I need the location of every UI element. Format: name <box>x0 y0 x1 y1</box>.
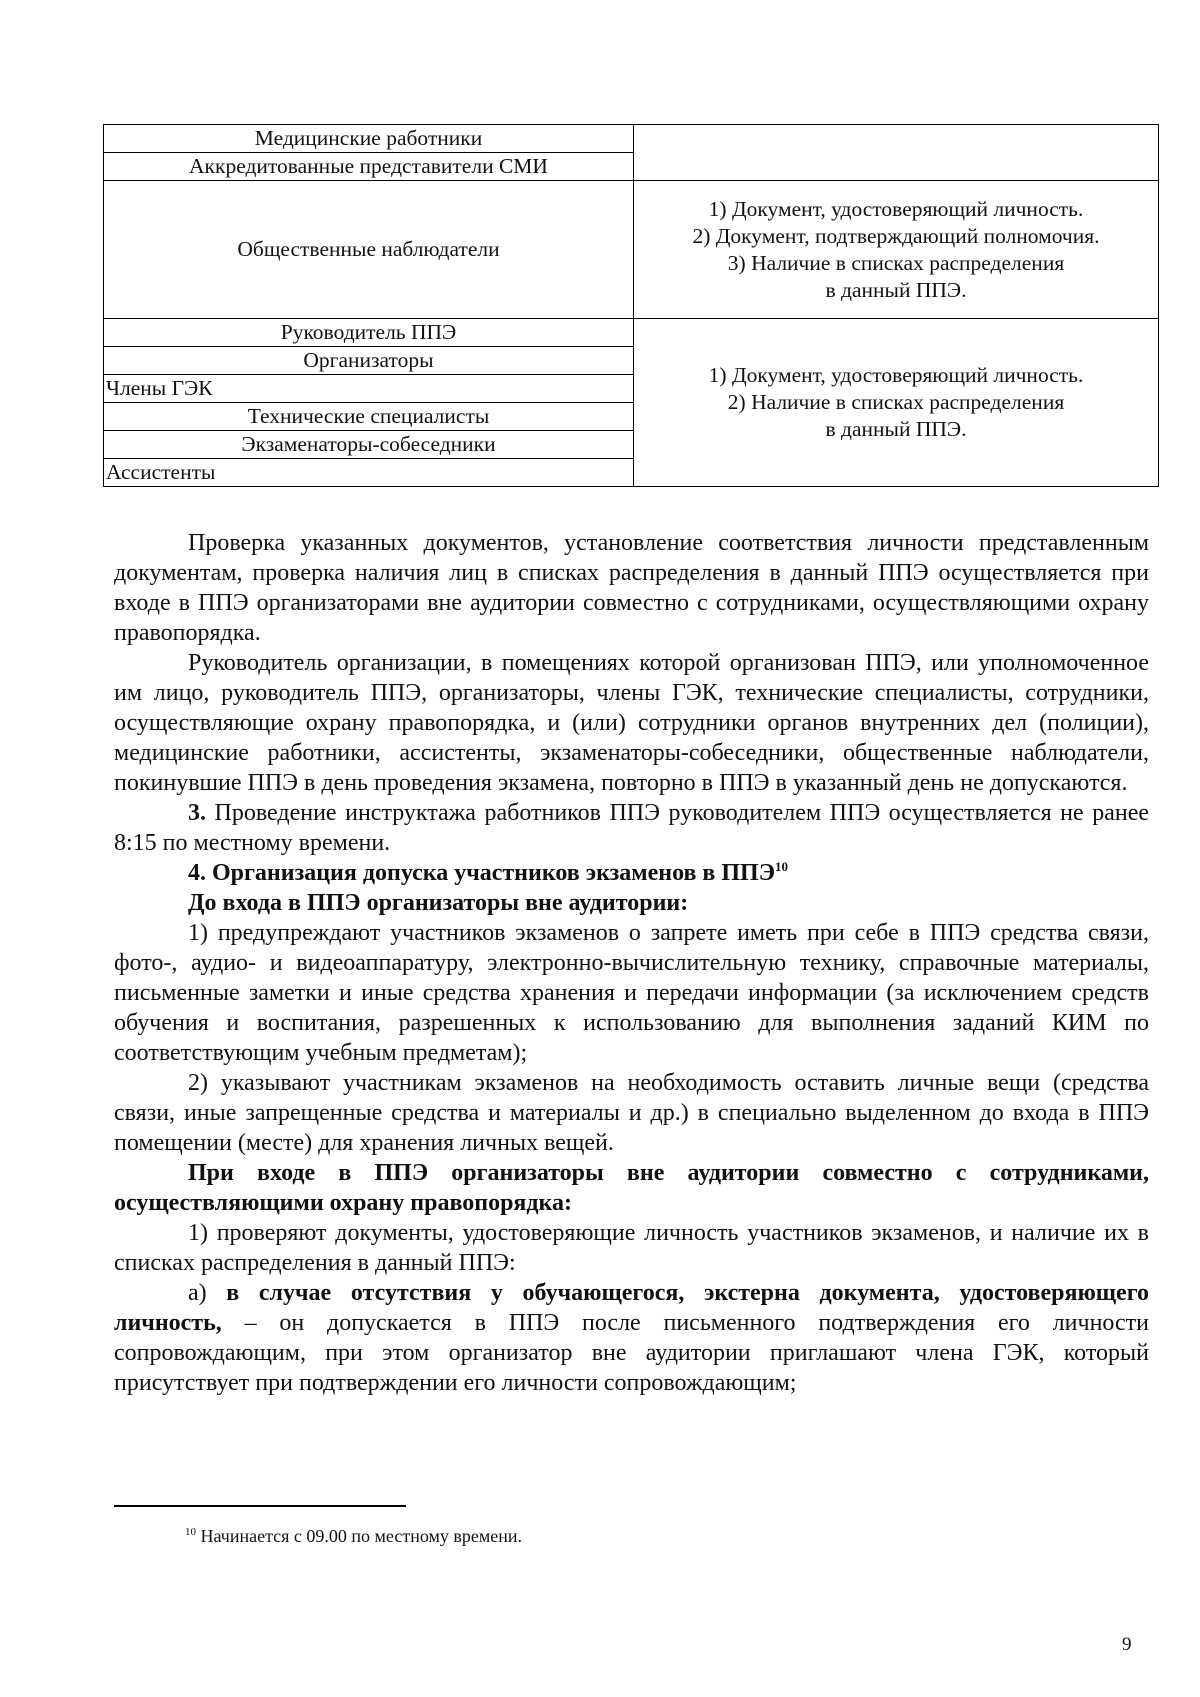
table-cell-role: Технические специалисты <box>104 403 634 431</box>
footnote <box>185 1525 522 1547</box>
footnote-reference[interactable]: 10 <box>775 859 789 874</box>
subheading-text: При входе в ППЭ организаторы вне аудитории совместно с сотрудниками, осуществляющими охрану правопорядка: <box>114 1160 1149 1216</box>
table-cell-requirements-empty <box>634 125 1159 181</box>
subheading-at-entry <box>114 1158 1149 1218</box>
table-row <box>104 319 1159 347</box>
paragraph-document-check: Проверка указанных документов, установление соответствия личности представленным документам, проверка наличия лиц в списках распределения в данный ППЭ осуществляется при входе в ППЭ организаторами вне аудитории совместно с сотрудниками, осуществляющими охрану правопорядка. <box>114 530 1149 646</box>
paragraph-no-readmission: Руководитель организации, в помещениях которой организован ППЭ, или уполномоченное им лицо, руководитель ППЭ, организаторы, члены ГЭК, технические специалисты, сотрудники, осуществляющие охрану правопорядка, и (или) сотрудники органов внутренних дел (полиции), медицинские работники, ассистенты, экзаменаторы-собеседники, общественные наблюдатели, покинувшие ППЭ в день проведения экзамена, повторно в ППЭ в указанный день не допускаются. <box>114 650 1149 796</box>
table-row <box>104 125 1159 153</box>
requirement-line: 1) Документ, удостоверяющий личность. <box>708 196 1084 221</box>
requirement-line: в данный ППЭ. <box>825 277 967 302</box>
section-heading <box>114 858 1149 888</box>
table-cell-role: Общественные наблюдатели <box>104 181 634 319</box>
table-cell-role: Ассистенты <box>104 459 634 487</box>
list-item: 1) проверяют документы, удостоверяющие личность участников экзаменов, и наличие их в списках распределения в данный ППЭ: <box>114 1220 1149 1276</box>
table-cell-requirements-observers <box>634 181 1159 319</box>
requirement-line: 2) Наличие в списках распределения <box>727 390 1065 414</box>
document-body <box>114 528 1149 1398</box>
requirement-line: 2) Документ, подтверждающий полномочия. <box>692 223 1100 248</box>
footnote-separator <box>114 1505 406 1507</box>
list-item <box>114 1278 1149 1398</box>
list-item: 1) предупреждают участников экзаменов о запрете иметь при себе в ППЭ средства связи, фото-, аудио- и видеоаппаратуру, электронно-вычислительную технику, справочные материалы, письменные заметки и иные средства хранения и передачи информации (за исключением средств обучения и воспитания, разрешенных к использованию для выполнения заданий КИМ по соответствующим учебным предметам); <box>114 920 1149 1066</box>
paragraph-briefing <box>114 798 1149 858</box>
requirement-line: 1) Документ, удостоверяющий личность. <box>708 363 1084 387</box>
table-cell-role: Медицинские работники <box>104 125 634 153</box>
subheading-text: До входа в ППЭ организаторы вне аудитории: <box>188 890 689 916</box>
item-number: 3. <box>188 800 206 826</box>
table-cell-requirements-staff <box>634 319 1159 487</box>
section-heading-text: 4. Организация допуска участников экзаменов в ППЭ <box>188 860 776 886</box>
subheading-before-entry <box>114 888 1149 918</box>
access-documents-table <box>103 124 1159 487</box>
paragraph-text: – он допускается в ППЭ после письменного подтверждения его личности сопровождающим, при этом организатор вне аудитории приглашают члена ГЭК, который присутствует при подтверждении его личности сопровождающим; <box>114 1310 1149 1396</box>
requirement-line: в данный ППЭ. <box>825 417 967 441</box>
footnote-text: Начинается с 09.00 по местному времени. <box>196 1526 523 1546</box>
list-marker: а) <box>188 1280 227 1306</box>
table-cell-role: Аккредитованные представители СМИ <box>104 153 634 181</box>
table-cell-role: Экзаменаторы-собеседники <box>104 431 634 459</box>
table-cell-role: Руководитель ППЭ <box>104 319 634 347</box>
requirement-line: 3) Наличие в списках распределения <box>727 250 1065 275</box>
table-cell-role: Члены ГЭК <box>104 375 634 403</box>
footnote-number: 10 <box>185 1526 196 1538</box>
page-number: 9 <box>1122 1634 1132 1655</box>
table-cell-role: Организаторы <box>104 347 634 375</box>
emphasis-text: в случае отсутствия у обучающегося, экстерна документа, удостоверяющего личность, <box>114 1280 1149 1336</box>
paragraph-text: Проведение инструктажа работников ППЭ руководителем ППЭ осуществляется не ранее 8:15 по местному времени. <box>114 800 1149 856</box>
list-item: 2) указывают участникам экзаменов на необходимость оставить личные вещи (средства связи, иные запрещенные средства и материалы и др.) в специально выделенном до входа в ППЭ помещении (месте) для хранения личных вещей. <box>114 1070 1149 1156</box>
table-row <box>104 181 1159 319</box>
